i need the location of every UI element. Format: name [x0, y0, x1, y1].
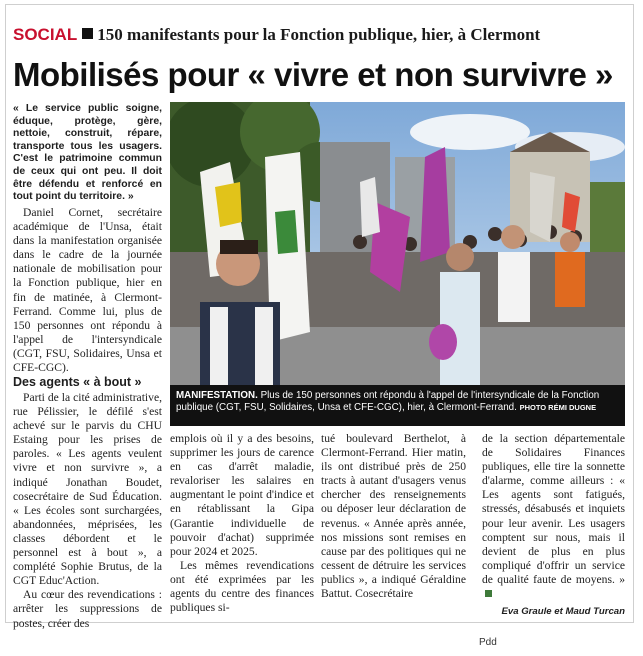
byline: Eva Graule et Maud Turcan	[501, 606, 625, 617]
end-mark-icon	[485, 590, 492, 597]
paragraph: Parti de la cité administrative, rue Pélissier, le défilé s'est achevé sur le parvis du CHU Estaing pour les prises de paroles. « Les agents veulent vivre et non survivre », a indiqué Jonathan Boudet, cosecrétaire de Sud Éducation. « Les écoles sont surchargées, abandonnées, méprisées, les classes débordent et le personnel est à bout », a complété Sophie Brutus, de la CGT Educ'Action.	[13, 391, 162, 588]
column-3	[321, 432, 466, 617]
rubric-label: SOCIAL	[13, 25, 78, 44]
paragraph	[482, 432, 625, 601]
caption-text: Plus de 150 personnes ont répondu à l'appel de l'intersyndicale de la Fonction publique (CGT, FSU, Solidaires, Unsa et CFE-CGC), hier, à Clermont-Ferrand.	[176, 390, 600, 414]
column-4	[482, 432, 625, 605]
paragraph-text: de la section départementale de Solidaires Finances publiques, elle tire la sonnette d'alarme, comme ailleurs : « Les agents sont fatigués, stressés, désabusés et inquiets pour leur avenir. Les usagers comptent sur nous, mais il devient de plus en plus compliqué d'offrir un service de qualité faute de moyens. »	[482, 432, 625, 586]
column-1-top	[13, 206, 162, 374]
column-2	[170, 432, 314, 617]
headline: Mobilisés pour « vivre et non survivre »	[13, 56, 613, 93]
source-label: Pdd	[479, 637, 497, 648]
news-photo	[170, 102, 625, 385]
kicker	[13, 25, 540, 47]
paragraph: Daniel Cornet, secrétaire académique de l'Unsa, était dans la manifestation organisée dans le cadre de la journée nationale de mobilisation pour la Fonction publique, hier en fin de matinée, à Clermont-Ferrand. Comme lui, plus de 150 personnes ont répondu à l'appel de l'intersyndicale (CGT, FSU, Solidaires, Unsa et CFE-CGC).	[13, 206, 162, 375]
paragraph: Les mêmes revendications ont été exprimées par les agents du centre des finances publiques si-	[170, 558, 314, 615]
caption-label: MANIFESTATION.	[176, 390, 258, 401]
paragraph: Au cœur des revendications : arrêter les suppressions de postes, créer des	[13, 588, 162, 630]
paragraph: tué boulevard Berthelot, à Clermont-Ferrand. Hier matin, ils ont distribué près de 250 tracts à autant d'usagers venus chercher des renseignements ou déposer leur déclaration de revenus. « Année après année, nos missions sont remises en cause par des politiques qui ne cessent de détruire les services publics », a indiqué Géraldine Battut. Cosecrétaire	[321, 432, 466, 601]
kicker-text: 150 manifestants pour la Fonction publique, hier, à Clermont	[97, 25, 541, 44]
photo-caption	[170, 385, 625, 426]
lead-quote: « Le service public soigne, éduque, protège, gère, nettoie, construit, répare, transporte tous les usagers. C'est le patrimoine commun de ceux qui ont peu. Il doit être défendu et renforcé en tout point du territoire. »	[13, 103, 162, 203]
photo-credit: PHOTO RÉMI DUGNE	[519, 403, 597, 413]
paragraph: emplois où il y a des besoins, supprimer les jours de carence en cas d'arrêt maladie, revaloriser les salaires en augmentant le point d'indice et en rétablissant la Gipa (Garantie individuelle de pouvoir d'achat) supprimée pour 2024 et 2025.	[170, 432, 314, 558]
column-1-bottom	[13, 391, 162, 630]
square-bullet-icon	[82, 28, 93, 39]
subheading: Des agents « à bout »	[13, 375, 142, 389]
